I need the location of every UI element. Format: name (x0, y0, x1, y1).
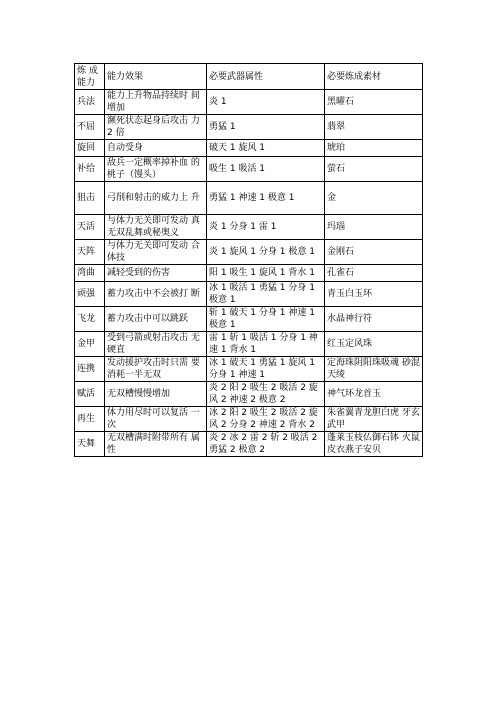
ability-name-cell: 再生 (75, 407, 105, 432)
ability-name-cell: 天活 (75, 215, 105, 240)
table-cell: 雷 1 斩 1 吸活 1 分身 1 神速 1 背水 1 (207, 332, 325, 357)
table-cell: 无双槽慢慢增加 (105, 382, 207, 407)
table-cell: 敌兵一定概率掉补血 的桃子（馒头） (105, 157, 207, 182)
table-cell: 水晶神行符 (325, 307, 423, 332)
table-cell: 神气环龙首玉 (325, 382, 423, 407)
table-cell: 冰 2 阳 2 吸生 2 吸活 2 旋风 2 分身 2 神速 2 背水 2 (207, 407, 325, 432)
table-cell: 蓬莱玉枝仏御石钵 火鼠皮衣燕子安贝 (325, 432, 423, 457)
table-body (75, 64, 423, 457)
table-row (75, 307, 423, 332)
table-cell: 与体力无关即可发动 真无双乱舞或秘奥义 (105, 215, 207, 240)
table-cell: 体力用尽时可以复活 一次 (105, 407, 207, 432)
table-row (75, 90, 423, 115)
table-cell: 弓削和射击的威力上 升 (105, 182, 207, 215)
table-cell: 金刚石 (325, 240, 423, 265)
table-cell: 勇猛 1 (207, 115, 325, 140)
ability-name-cell: 不屈 (75, 115, 105, 140)
table-row (75, 157, 423, 182)
ability-name-cell: 天阵 (75, 240, 105, 265)
table-row (75, 240, 423, 265)
ability-name-cell: 金甲 (75, 332, 105, 357)
header-cell: 必要武器属性 (207, 64, 325, 90)
header-cell: 能力效果 (105, 64, 207, 90)
ability-name-cell: 狙击 (75, 182, 105, 215)
table-row (75, 115, 423, 140)
table-cell: 勇猛 1 神速 1 极意 1 (207, 182, 325, 215)
table-cell: 炎 1 (207, 90, 325, 115)
table-cell: 与体力无关即可发动 合体技 (105, 240, 207, 265)
table-cell: 琥珀 (325, 140, 423, 157)
table-cell: 能力上升物品持续时 间增加 (105, 90, 207, 115)
table-cell: 冰 1 破天 1 勇猛 1 旋风 1 分身 1 神速 1 (207, 357, 325, 382)
table-cell: 炎 1 分身 1 雷 1 (207, 215, 325, 240)
alchemy-table (74, 63, 423, 457)
table-header-row (75, 64, 423, 90)
table-cell: 自动受身 (105, 140, 207, 157)
table-cell: 炎 1 旋风 1 分身 1 极意 1 (207, 240, 325, 265)
table-cell: 玛瑙 (325, 215, 423, 240)
table-cell: 萤石 (325, 157, 423, 182)
table-cell: 无双槽满时附带所有 属性 (105, 432, 207, 457)
table-cell: 发动援护攻击时只需 要消耗一半无双 (105, 357, 207, 382)
table-cell: 炎 2 阳 2 吸生 2 吸活 2 旋风 2 神速 2 极意 2 (207, 382, 325, 407)
table-row (75, 140, 423, 157)
ability-name-cell: 兵法 (75, 90, 105, 115)
ability-name-cell: 天舞 (75, 432, 105, 457)
table-row (75, 407, 423, 432)
table-cell: 蓄力攻击中不会被打 断 (105, 282, 207, 307)
ability-name-cell: 顽强 (75, 282, 105, 307)
table-cell: 吸生 1 吸活 1 (207, 157, 325, 182)
table-row (75, 382, 423, 407)
table-row (75, 182, 423, 215)
table-cell: 炎 2 冰 2 雷 2 斩 2 吸活 2 勇猛 2 极意 2 (207, 432, 325, 457)
table-cell: 濒死状态起身后攻击 力 2 倍 (105, 115, 207, 140)
table-cell: 孔雀石 (325, 265, 423, 282)
table-cell: 红玉定风珠 (325, 332, 423, 357)
table-cell: 阳 1 吸生 1 旋风 1 背水 1 (207, 265, 325, 282)
header-cell: 炼 成 能力 (75, 64, 105, 90)
table-row (75, 215, 423, 240)
table-row (75, 357, 423, 382)
ability-name-cell: 旋回 (75, 140, 105, 157)
table-cell: 破天 1 旋风 1 (207, 140, 325, 157)
table-cell: 蓄力攻击中可以跳跃 (105, 307, 207, 332)
ability-name-cell: 赋活 (75, 382, 105, 407)
ability-name-cell: 飞龙 (75, 307, 105, 332)
table-row (75, 282, 423, 307)
ability-name-cell: 湾曲 (75, 265, 105, 282)
table-row (75, 265, 423, 282)
header-cell: 必要炼成素材 (325, 64, 423, 90)
table-cell: 朱雀翼青龙胆白虎 牙玄武甲 (325, 407, 423, 432)
table-cell: 青玉白玉环 (325, 282, 423, 307)
table-cell: 金 (325, 182, 423, 215)
table-cell: 定海珠阴阳珠吸魂 砂混天绫 (325, 357, 423, 382)
table-row (75, 332, 423, 357)
table-cell: 翡翠 (325, 115, 423, 140)
table-cell: 黑曜石 (325, 90, 423, 115)
table-cell: 斩 1 破天 1 分身 1 神速 1 极意 1 (207, 307, 325, 332)
table-cell: 冰 1 吸活 1 勇猛 1 分身 1 极意 1 (207, 282, 325, 307)
table-cell: 减轻受到的伤害 (105, 265, 207, 282)
table-cell: 受到弓箭或射击攻击 无硬直 (105, 332, 207, 357)
ability-name-cell: 补给 (75, 157, 105, 182)
ability-name-cell: 连携 (75, 357, 105, 382)
table-row (75, 432, 423, 457)
